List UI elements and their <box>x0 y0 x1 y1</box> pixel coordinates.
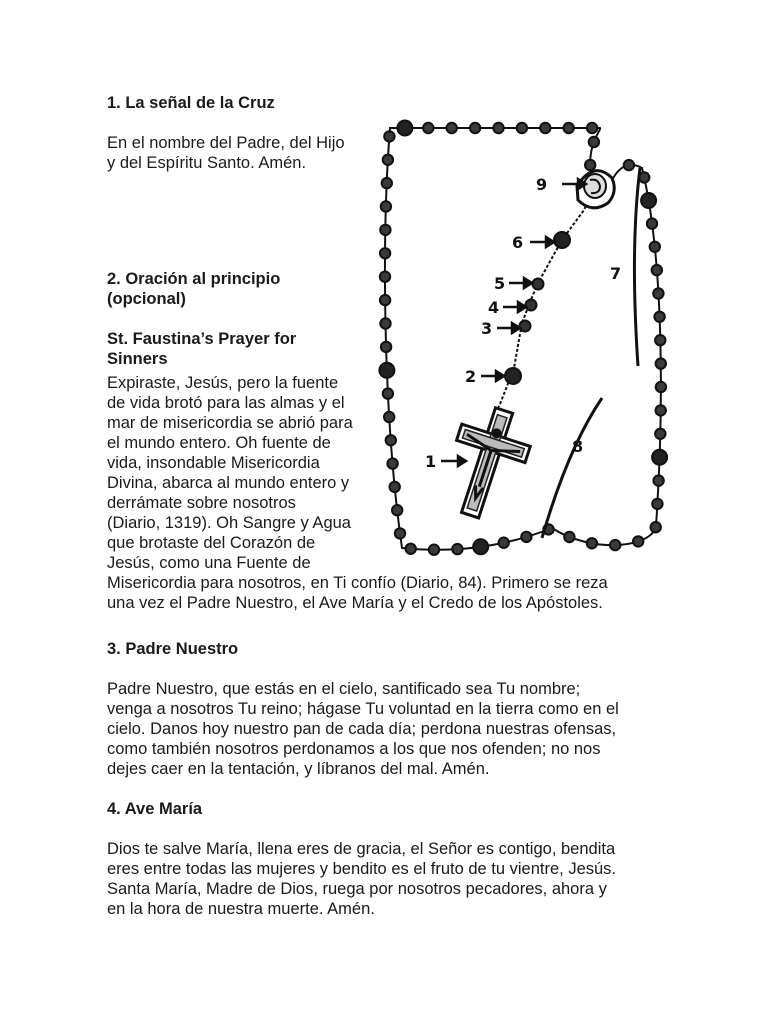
rosary-bead <box>653 288 663 298</box>
rosary-bead <box>395 528 405 538</box>
section-4-text <box>107 839 667 919</box>
text-line: Jesús, como una Fuente de <box>107 554 311 572</box>
rosary-bead <box>610 540 620 550</box>
rosary-diagram <box>372 108 672 563</box>
rosary-bead <box>380 318 390 328</box>
bracket-7 <box>634 168 640 366</box>
rosary-bead <box>423 123 433 133</box>
rosary-bead <box>380 295 390 305</box>
label-6: 6 <box>512 233 524 252</box>
text-line: Padre Nuestro, que estás en el cielo, santificado sea Tu nombre; <box>107 680 581 698</box>
rosary-bead <box>564 532 574 542</box>
label-4: 4 <box>488 298 500 317</box>
rosary-chain <box>385 128 661 550</box>
rosary-bead <box>429 545 439 555</box>
rosary-bead <box>656 358 666 368</box>
pendant-bead-6 <box>554 232 570 248</box>
rosary-bead <box>384 412 394 422</box>
subtitle-line: St. Faustina’s Prayer for <box>107 330 297 348</box>
rosary-bead <box>656 405 666 415</box>
text-line: una vez el Padre Nuestro, el Ave María y el Credo de los Apóstoles. <box>107 594 603 612</box>
text-line: de vida brotó para las almas y el <box>107 394 345 412</box>
pendant-bead-5 <box>533 279 544 290</box>
label-9: 9 <box>536 175 548 194</box>
label-3: 3 <box>481 319 493 338</box>
rosary-bead <box>633 536 643 546</box>
section-1-text <box>107 133 377 173</box>
text-line: el mundo entero. Oh fuente de <box>107 434 331 452</box>
rosary-bead <box>470 123 480 133</box>
rosary-bead <box>452 544 462 554</box>
rosary-bead <box>653 475 663 485</box>
subtitle-line: Sinners <box>107 350 168 368</box>
rosary-bead <box>392 505 402 515</box>
pendant-chain <box>492 188 594 420</box>
rosary-bead <box>381 342 391 352</box>
text-line: vida, insondable Misericordia <box>107 454 320 472</box>
text-line: Divina, abarca al mundo entero y <box>107 474 350 492</box>
rosary-large-bead <box>641 193 656 208</box>
pendant-bead-3 <box>520 321 531 332</box>
rosary-bead <box>493 123 503 133</box>
text-line: Expiraste, Jesús, pero la fuente <box>107 374 339 392</box>
rosary-bead <box>383 155 393 165</box>
rosary-large-bead <box>397 121 412 136</box>
rosary-bead <box>655 335 665 345</box>
text-line: venga a nosotros Tu reino; hágase Tu voluntad en la tierra como en el <box>107 700 619 718</box>
rosary-bead <box>380 225 390 235</box>
rosary-bead <box>383 388 393 398</box>
rosary-bead <box>655 429 665 439</box>
text-line: eres entre todas las mujeres y bendito es el fruto de tu vientre, Jesús. <box>107 860 617 878</box>
text-line: en la hora de nuestra muerte. Amén. <box>107 900 375 918</box>
rosary-bead <box>564 123 574 133</box>
rosary-bead <box>447 123 457 133</box>
text-line: Santa María, Madre de Dios, ruega por nosotros pecadores, ahora y <box>107 880 607 898</box>
section-1-heading: 1. La señal de la Cruz <box>107 94 275 112</box>
rosary-bead <box>651 522 661 532</box>
label-1: 1 <box>425 452 437 471</box>
heading-line: (opcional) <box>107 290 186 308</box>
text-line: mar de misericordia se abrió para <box>107 414 353 432</box>
text-line: como también nosotros perdonamos a los que nos ofenden; no nos <box>107 740 601 758</box>
text-line: Misericordia para nosotros, en Ti confío (Diario, 84). Primero se reza <box>107 574 608 592</box>
rosary-bead <box>517 123 527 133</box>
rosary-bead <box>654 312 664 322</box>
text-line: derrámate sobre nosotros <box>107 494 296 512</box>
rosary-bead <box>587 538 597 548</box>
text-line: cielo. Danos hoy nuestro pan de cada día; perdona nuestras ofensas, <box>107 720 617 738</box>
rosary-bead <box>384 131 394 141</box>
text-line: dejes caer en la tentación, y líbranos del mal. Amén. <box>107 760 490 778</box>
rosary-bead <box>647 218 657 228</box>
prayer-subtitle <box>107 329 296 369</box>
rosary-bead <box>499 538 509 548</box>
rosary-large-bead <box>652 450 667 465</box>
bracket-8 <box>542 398 602 538</box>
heading-line: 2. Oración al principio <box>107 270 281 288</box>
rosary-bead <box>652 499 662 509</box>
text-line: En el nombre del Padre, del Hijo <box>107 134 345 152</box>
label-2: 2 <box>465 367 477 386</box>
rosary-bead <box>387 458 397 468</box>
label-5: 5 <box>494 274 506 293</box>
section-3-text <box>107 679 667 779</box>
text-line: (Diario, 1319). Oh Sangre y Agua <box>107 514 351 532</box>
rosary-bead <box>652 265 662 275</box>
rosary-beads <box>379 121 667 555</box>
rosary-bead <box>650 242 660 252</box>
rosary-bead <box>380 248 390 258</box>
rosary-bead <box>406 544 416 554</box>
section-3-heading: 3. Padre Nuestro <box>107 640 239 658</box>
section-4-heading: 4. Ave María <box>107 800 203 818</box>
section-2-heading <box>107 269 280 309</box>
rosary-bead <box>381 201 391 211</box>
rosary-large-bead <box>379 363 394 378</box>
rosary-bead <box>585 160 595 170</box>
pendant-bead-2 <box>505 368 521 384</box>
crucifix <box>436 399 538 526</box>
label-8: 8 <box>572 437 584 456</box>
rosary-bead <box>587 123 597 133</box>
rosary-bead <box>380 272 390 282</box>
text-line: Dios te salve María, llena eres de gracia, el Señor es contigo, bendita <box>107 840 616 858</box>
rosary-bead <box>540 123 550 133</box>
medal <box>577 171 614 208</box>
text-line: y del Espíritu Santo. Amén. <box>107 154 307 172</box>
rosary-bead <box>589 137 599 147</box>
rosary-bead <box>521 532 531 542</box>
rosary-bead <box>386 435 396 445</box>
text-line: que brotaste del Corazón de <box>107 534 316 552</box>
label-7: 7 <box>610 264 622 283</box>
rosary-large-bead <box>473 539 488 554</box>
rosary-bead <box>656 382 666 392</box>
rosary-bead <box>382 178 392 188</box>
rosary-bead <box>624 160 634 170</box>
loop-chain <box>385 128 661 550</box>
pendant-bead-4 <box>526 300 537 311</box>
rosary-bead <box>390 482 400 492</box>
